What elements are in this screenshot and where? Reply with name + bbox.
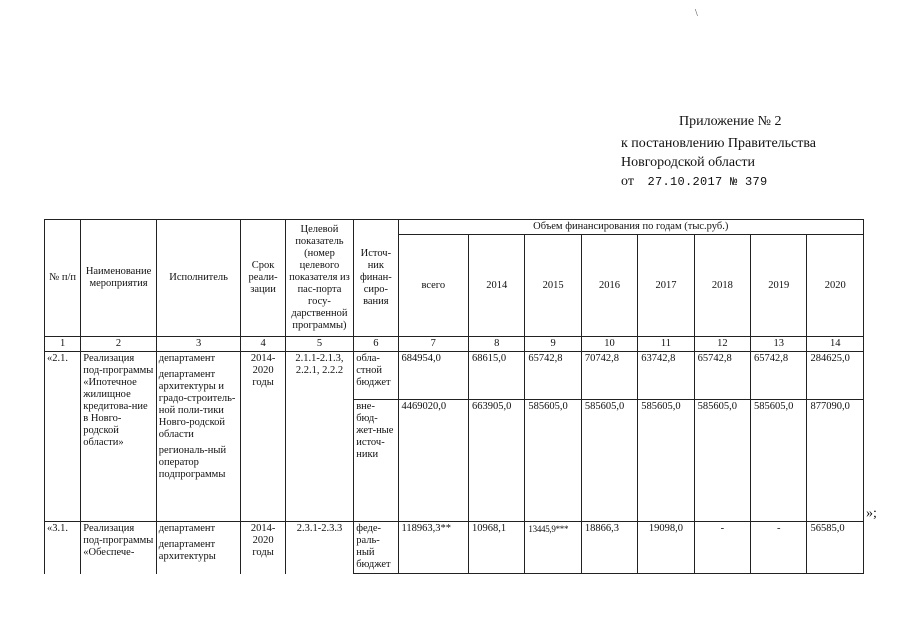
value-2018: 585605,0 [694, 400, 750, 522]
funding-table [44, 219, 864, 574]
head-year-2018: 2018 [694, 235, 750, 337]
value-2020: 284625,0 [807, 352, 864, 400]
value-2015: 585605,0 [525, 400, 581, 522]
value-2014: 663905,0 [469, 400, 525, 522]
header-line-1: к постановлению Правительства [621, 136, 817, 151]
col-number: 5 [285, 337, 353, 352]
row-source: обла-стной бюджет [354, 352, 398, 400]
column-number-row [45, 337, 864, 352]
head-year-2015: 2015 [525, 235, 581, 337]
col-number: 13 [751, 337, 807, 352]
head-source: Источ-ник финан-сиро-вания [354, 220, 398, 337]
date-value: 27.10.2017 № 379 [647, 175, 768, 189]
col-number: 10 [581, 337, 637, 352]
header-date-row [621, 172, 816, 192]
date-prefix: от [621, 174, 634, 189]
value-total: 684954,0 [398, 352, 469, 400]
value-2020: 877090,0 [807, 400, 864, 522]
value-2018: - [694, 522, 750, 574]
head-year-2017: 2017 [638, 235, 694, 337]
row-name: Реализация под-программы «Обеспече- [81, 522, 157, 574]
row-number: «2.1. [45, 352, 81, 522]
col-number: 14 [807, 337, 864, 352]
executor-item: департамент архитектуры и градо-строитель-ной поли-тики Новго-родской области [158, 369, 236, 440]
head-name: Наименование мероприятия [81, 220, 157, 337]
head-year-2014: 2014 [469, 235, 525, 337]
corner-mark: \ [695, 8, 698, 19]
value-2015: 13445,9*** [525, 522, 581, 574]
col-number: 11 [638, 337, 694, 352]
value-2016: 585605,0 [581, 400, 637, 522]
value-2018: 65742,8 [694, 352, 750, 400]
row-term: 2014-2020 годы [241, 352, 285, 522]
value-2019: - [751, 522, 807, 574]
row-executors [156, 352, 241, 522]
col-number: 4 [241, 337, 285, 352]
col-number: 2 [81, 337, 157, 352]
value-2016: 18866,3 [581, 522, 637, 574]
head-year-2020: 2020 [807, 235, 864, 337]
head-total: всего [398, 235, 469, 337]
executor-item: региональ-ный оператор подпрограммы [158, 445, 227, 480]
col-number: 6 [354, 337, 398, 352]
row-executors [156, 522, 241, 574]
head-year-2019: 2019 [751, 235, 807, 337]
row-source: вне-бюд-жет-ные источ-ники [354, 400, 398, 522]
executor-item: департамент архитектуры [158, 539, 216, 562]
value-2020: 56585,0 [807, 522, 864, 574]
closing-quote: »; [866, 506, 877, 521]
value-2017: 63742,8 [638, 352, 694, 400]
executor-item: департамент [158, 523, 216, 534]
col-number: 12 [694, 337, 750, 352]
col-number: 9 [525, 337, 581, 352]
executor-item: департамент [158, 353, 216, 364]
value-2014: 68615,0 [469, 352, 525, 400]
head-funding: Объем финансирования по годам (тыс.руб.) [398, 220, 863, 235]
row-name: Реализация под-программы «Ипотечное жилищное кредитова-ние в Новго-родской области» [81, 352, 157, 522]
value-2017: 585605,0 [638, 400, 694, 522]
header-row-top [45, 220, 864, 235]
value-2014: 10968,1 [469, 522, 525, 574]
appendix-title: Приложение № 2 [679, 114, 782, 129]
col-number: 8 [469, 337, 525, 352]
col-number: 3 [156, 337, 241, 352]
table-row [45, 522, 864, 574]
row-target: 2.1.1-2.1.3, 2.2.1, 2.2.2 [285, 352, 353, 522]
row-number: «3.1. [45, 522, 81, 574]
head-year-2016: 2016 [581, 235, 637, 337]
value-2019: 65742,8 [751, 352, 807, 400]
value-total: 4469020,0 [398, 400, 469, 522]
value-2016: 70742,8 [581, 352, 637, 400]
row-term: 2014-2020 годы [241, 522, 285, 574]
row-source: феде-раль-ный бюджет [354, 522, 398, 574]
head-target: Целевой показатель (номер целевого показателя из пас-порта госу-дарственной программы) [285, 220, 353, 337]
head-num: № п/п [45, 220, 81, 337]
col-number: 1 [45, 337, 81, 352]
header-line-2: Новгородской области [621, 155, 755, 170]
document-header [621, 112, 816, 192]
value-2015: 65742,8 [525, 352, 581, 400]
value-2017: 19098,0 [638, 522, 694, 574]
value-total: 118963,3** [398, 522, 469, 574]
head-term: Срок реали-зации [241, 220, 285, 337]
row-target: 2.3.1-2.3.3 [285, 522, 353, 574]
col-number: 7 [398, 337, 469, 352]
value-2019: 585605,0 [751, 400, 807, 522]
head-executor: Исполнитель [156, 220, 241, 337]
table-row [45, 352, 864, 400]
